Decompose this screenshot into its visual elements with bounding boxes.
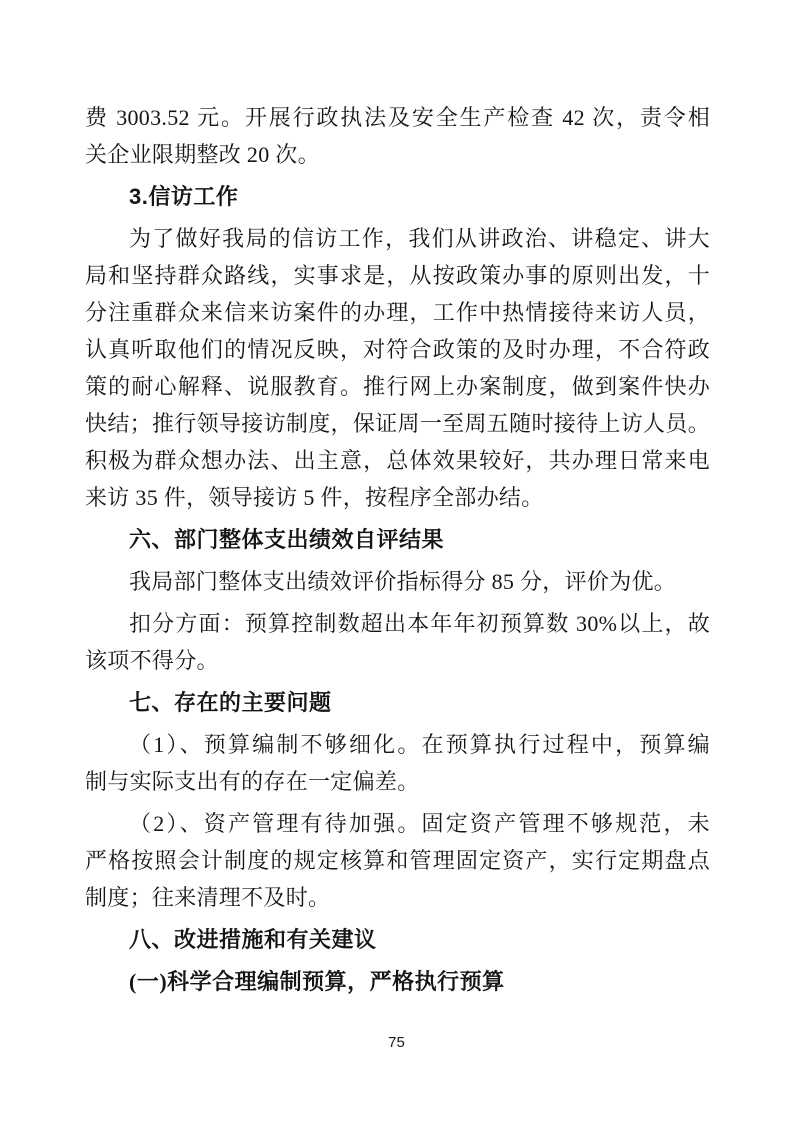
heading-subsection-1: (一)科学合理编制预算，严格执行预算 — [129, 969, 505, 994]
body-line: 策的耐心解释、说服教育。推行网上办案制度，做到案件快办 — [85, 374, 710, 399]
body-line: 局和坚持群众路线，实事求是，从按政策办事的原则出发，十 — [85, 263, 710, 288]
document-body — [85, 99, 710, 1000]
body-line: 认真听取他们的情况反映，对符合政策的及时办理，不合符政 — [85, 337, 710, 362]
body-line: 该项不得分。 — [85, 648, 219, 673]
heading-section-7: 七、存在的主要问题 — [129, 690, 332, 715]
heading-section-8: 八、改进措施和有关建议 — [129, 927, 377, 952]
body-line: 制度；往来清理不及时。 — [85, 885, 331, 910]
heading-petition-work: 3.信访工作 — [129, 184, 239, 209]
page-number: 75 — [388, 1034, 405, 1051]
body-line: 关企业限期整改 20 次。 — [85, 142, 320, 167]
body-line: 严格按照会计制度的规定核算和管理固定资产，实行定期盘点 — [85, 848, 710, 873]
body-line: 积极为群众想办法、出主意，总体效果较好，共办理日常来电 — [85, 448, 710, 473]
body-line: 来访 35 件，领导接访 5 件，按程序全部办结。 — [85, 485, 544, 510]
heading-section-6: 六、部门整体支出绩效自评结果 — [129, 527, 445, 552]
body-line: 我局部门整体支出绩效评价指标得分 85 分，评价为优。 — [129, 569, 677, 594]
body-line: 费 3003.52 元。开展行政执法及安全生产检查 42 次，责令相 — [85, 105, 710, 130]
body-line: 制与实际支出有的存在一定偏差。 — [85, 769, 420, 794]
body-line: （1）、预算编制不够细化。在预算执行过程中，预算编 — [129, 732, 710, 757]
body-line: （2）、资产管理有待加强。固定资产管理不够规范，未 — [129, 811, 710, 836]
body-line: 为了做好我局的信访工作，我们从讲政治、讲稳定、讲大 — [129, 226, 710, 251]
body-line: 快结；推行领导接访制度，保证周一至周五随时接待上访人员。 — [85, 411, 710, 436]
body-line: 扣分方面：预算控制数超出本年年初预算数 30%以上，故 — [129, 611, 710, 636]
body-line: 分注重群众来信来访案件的办理，工作中热情接待来访人员， — [85, 300, 710, 325]
